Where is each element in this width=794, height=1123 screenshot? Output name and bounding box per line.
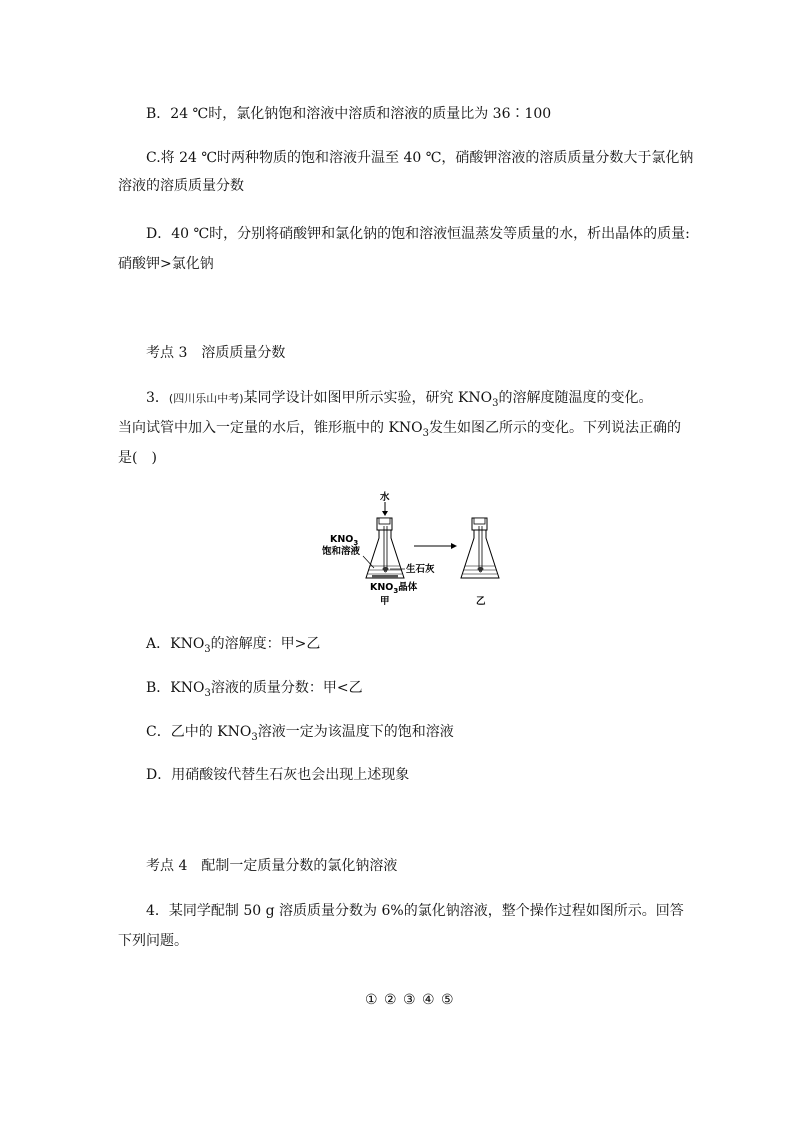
option-a: A．$KNO_3$的溶解度：甲>乙: [146, 636, 321, 655]
question-3-line2-a: 当向试管中加入一定量的水后，锥形瓶中的 KNO: [118, 420, 423, 436]
saturated-solution-label: 饱和溶液: [322, 546, 361, 557]
question-3-source: (四川乐山中考): [168, 392, 244, 405]
jia-label: 甲: [380, 596, 390, 607]
option-c-text-line2: 溶液的溶质质量分数: [118, 178, 244, 194]
question-4-line1: 4．某同学配制 50 g 溶质质量分数为 6%的氯化钠溶液，整个操作过程如图所示。回答: [146, 903, 684, 919]
yi-label: 乙: [476, 596, 486, 607]
option-d: D．用硝酸铵代替生石灰也会出现上述现象: [146, 767, 410, 783]
question-3-line2: [118, 418, 681, 438]
question-4-line2: 下列问题。: [118, 933, 188, 949]
question-3-text-b: 的溶解度随温度的变化。: [498, 390, 653, 406]
operation-steps: ① ② ③ ④ ⑤: [365, 992, 455, 1008]
question-3-line2-b: 发生如图乙所示的变化。下列说法正确的: [429, 420, 682, 436]
kno3-label: $KNO_3$: [330, 534, 359, 547]
section-4-title: 考点 4 配制一定质量分数的氯化钠溶液: [146, 858, 398, 874]
option-c: C．乙中的 $KNO_3$溶液一定为该温度下的饱和溶液: [146, 724, 454, 743]
flask-yi: [461, 518, 499, 578]
option-c-text-line1: C.将 24 ℃时两种物质的饱和溶液升温至 40 ℃，硝酸钾溶液的溶质质量分数大于氯化钠: [146, 150, 694, 166]
option-d-text-line2: 硝酸钾>氯化钠: [118, 256, 214, 272]
question-3-number: 3．: [146, 390, 169, 406]
subscript-3: 3: [492, 397, 499, 409]
experiment-figure: [318, 490, 508, 610]
crystal-label: $KNO_3$晶体: [370, 582, 418, 595]
question-3-line3: 是( ): [118, 450, 157, 466]
option-d-text-line1: D．40 ℃时，分别将硝酸钾和氯化钠的饱和溶液恒温蒸发等质量的水，析出晶体的质量:: [146, 226, 690, 242]
quicklime-label: 生石灰: [406, 564, 435, 575]
option-b: B．$KNO_3$溶液的质量分数：甲<乙: [146, 680, 363, 699]
water-label: 水: [380, 492, 390, 503]
question-3-line1: [146, 388, 653, 409]
question-3-text-a: 某同学设计如图甲所示实验，研究 KNO: [243, 390, 493, 406]
subscript-3: 3: [422, 427, 430, 439]
option-b-text: B．24 ℃时，氯化钠饱和溶液中溶质和溶液的质量比为 36∶100: [146, 106, 552, 122]
section-3-title: 考点 3 溶质质量分数: [146, 345, 286, 361]
